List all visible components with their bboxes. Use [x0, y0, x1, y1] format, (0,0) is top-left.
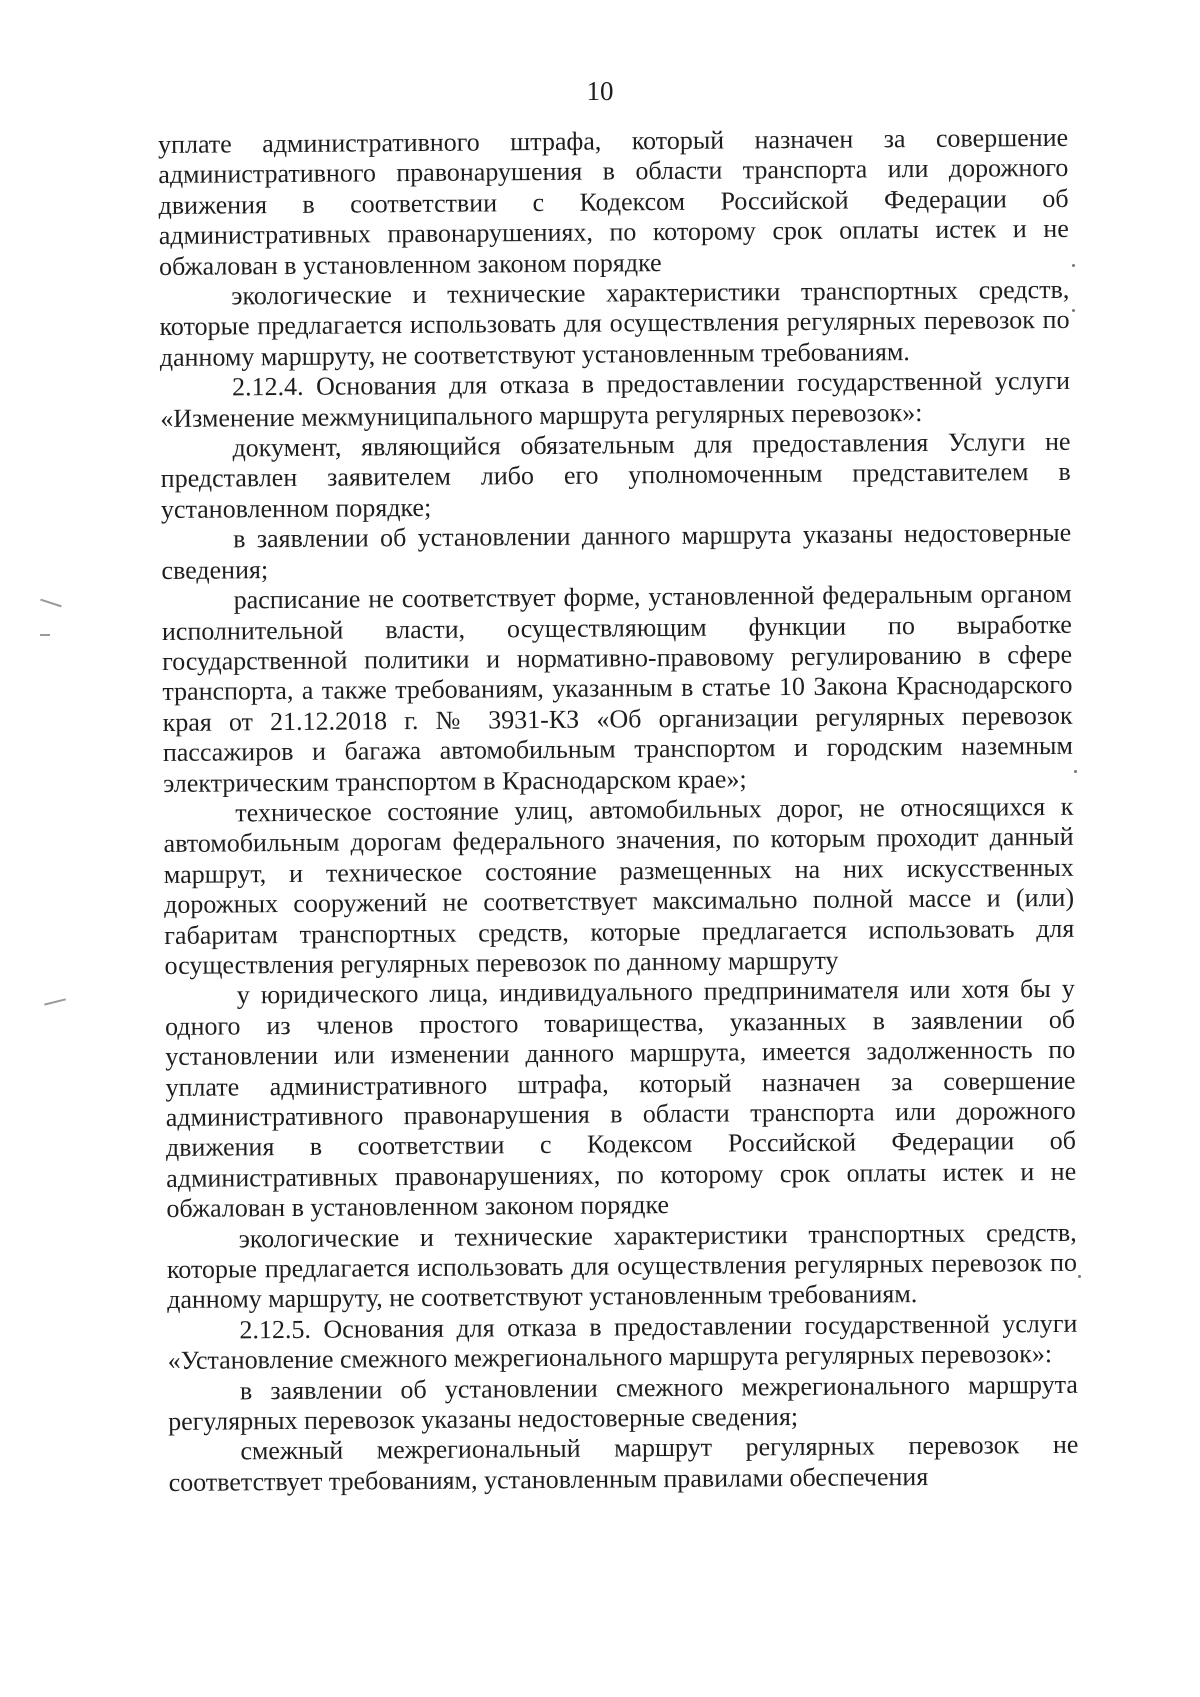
- paragraph-11: в заявлении об установлении смежного межрегионального маршрута регулярных перевозок указаны недостоверные сведения;: [168, 1369, 1078, 1437]
- scan-speck: [1078, 1275, 1081, 1278]
- scan-speck: [1072, 309, 1075, 312]
- page-number: 10: [586, 76, 614, 106]
- scan-speck: [1072, 264, 1075, 267]
- paragraph-10: 2.12.5. Основания для отказа в предоставлении государственной услуги «Установление смежного межрегионального маршрута регулярных перевозок»:: [167, 1308, 1078, 1376]
- scan-mark: [44, 998, 66, 1005]
- paragraph-12: смежный межрегиональный маршрут регулярных перевозок не соответствует требованиям, установленным правилами обеспечения: [168, 1430, 1079, 1497]
- paragraph-1: уплате административного штрафа, который назначен за совершение административного правонарушения в области транспорта или дорожного движения в соответствии с Кодексом Российской Федерации об административных правонарушениях, по которому срок оплаты истек и не обжалован в установленном законом порядке: [158, 122, 1069, 281]
- paragraph-3: 2.12.4. Основания для отказа в предоставлении государственной услуги «Изменение межмуниципального маршрута регулярных перевозок»:: [160, 366, 1071, 433]
- paragraph-5: в заявлении об установлении данного маршрута указаны недостоверные сведения;: [161, 518, 1072, 585]
- paragraph-7: техническое состояние улиц, автомобильных дорог, не относящихся к автомобильным дорогам федерального значения, по которым проходит данный маршрут, и техническое состояние размещенных на них искусственных дорожных сооружений не соответствует максимально полной массе и (или) габаритам транспортных средств, которые предлагается использовать для осуществления регулярных перевозок по данному маршруту: [163, 791, 1075, 980]
- paragraph-2: экологические и технические характеристики транспортных средств, которые предлагается использовать для осуществления регулярных перевозок по данному маршруту, не соответствуют установленным требованиям.: [159, 274, 1070, 372]
- paragraph-6: расписание не соответствует форме, установленной федеральным органом исполнительной власти, осуществляющим функции по выработке государственной политики и нормативно-правовому регулированию в сфере транспорта, а также требованиям, указанным в статье 10 Закона Краснодарского края от 21.12.2018 г. № 3931-КЗ «Об организации регулярных перевозок пассажиров и багажа автомобильным транспортом и городским наземным электрическим транспортом в Краснодарском крае»;: [161, 578, 1073, 798]
- paragraph-9: экологические и технические характеристики транспортных средств, которые предлагается использовать для осуществления регулярных перевозок по данному маршруту, не соответствуют установленным требованиям.: [166, 1217, 1078, 1315]
- scan-speck: [1074, 770, 1077, 773]
- paragraph-8: у юридического лица, индивидуального предпринимателя или хотя бы у одного из членов простого товарищества, указанных в заявлении об установлении или изменении данного маршрута, имеется задолженность по уплате административного штрафа, который назначен за совершение административного правонарушения в области транспорта или дорожного движения в соответствии с Кодексом Российской Федерации об административных правонарушениях, по которому срок оплаты истек и не обжалован в установленном законом порядке: [164, 974, 1077, 1224]
- scan-mark: [40, 599, 61, 607]
- paragraph-4: документ, являющийся обязательным для предоставления Услуги не представлен заявителем либо его уполномоченным представителем в установленном порядке;: [160, 426, 1071, 524]
- scan-mark: [40, 634, 50, 636]
- document-body: [158, 123, 1079, 1498]
